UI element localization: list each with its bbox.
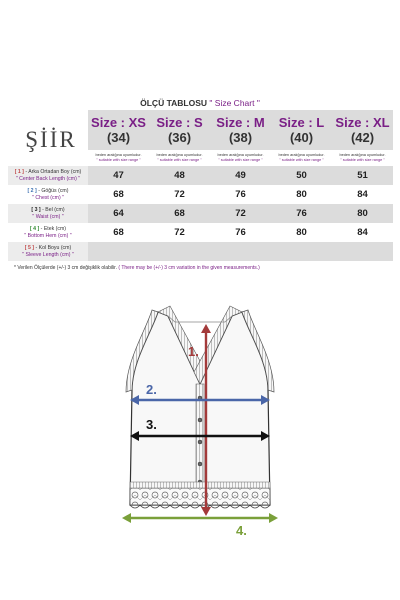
size-header-xs: Size : XS (34) (88, 110, 149, 150)
cell-value: 72 (235, 208, 246, 219)
row-label-chest: [ 2 ] - Göğüs (cm) " Chest (cm) " (27, 187, 69, 201)
cell-value: 48 (174, 170, 185, 181)
row-label-center-back-length: [ 1 ] - Arka Ortadan Boy (cm) " Center Back Length (cm) " (8, 166, 88, 185)
cell-value: 47 (113, 170, 124, 181)
cell-value: 49 (235, 170, 246, 181)
cell-value: 72 (174, 189, 185, 200)
footnote-en: ( There may be (+/-) 3 cm variation in the given measurements.) (118, 265, 260, 271)
cell-value: 80 (296, 227, 307, 238)
measure-3-label: 3. (146, 417, 157, 432)
size-header-l: Size : L (40) (271, 110, 332, 150)
brand-logo: ŞİİR (25, 127, 77, 152)
cell-value: 76 (235, 227, 246, 238)
size-header-xl: Size : XL (42) (332, 110, 393, 150)
row-label-waist: [ 3 ] - Bel (cm) " Waist (cm) " (8, 204, 88, 223)
range-note-m: beden aralığına uyumludur. " suitable with size range " (217, 153, 264, 162)
cell-value: 84 (357, 189, 368, 200)
cell-value: 68 (113, 189, 124, 200)
title-en: " Size Chart " (209, 98, 260, 108)
size-header-s: Size : S (36) (149, 110, 210, 150)
vest-body (126, 306, 274, 508)
range-note-xs: beden aralığına uyumludur. " suitable with size range " (95, 153, 142, 162)
range-note-l: beden aralığına uyumludur. " suitable with size range " (278, 153, 325, 162)
row-label-sleeve-length: [ 5 ] - Kol Boyu (cm) " Sleeve Length (cm) " (8, 242, 88, 261)
measure-4-bottom-hem (122, 513, 278, 523)
range-note-s: beden aralığına uyumludur. " suitable with size range " (156, 153, 203, 162)
cell-value: 68 (113, 227, 124, 238)
cell-value: 76 (296, 208, 307, 219)
measure-1-label: 1. (188, 344, 199, 359)
cell-value: 64 (113, 208, 124, 219)
cell-value: 72 (174, 227, 185, 238)
cell-value: 68 (174, 208, 185, 219)
range-note-xl: beden aralığına uyumludur. " suitable with size range " (339, 153, 386, 162)
row-label-bottom-hem: [ 4 ] - Etek (cm) " Bottom Hem (cm) " (24, 225, 72, 239)
title-tr: ÖLÇÜ TABLOSU (140, 98, 208, 108)
measure-2-label: 2. (146, 382, 157, 397)
measure-4-label: 4. (236, 523, 247, 538)
cell-value: 80 (357, 208, 368, 219)
cell-value: 84 (357, 227, 368, 238)
cell-value: 51 (357, 170, 368, 181)
cell-value: 76 (235, 189, 246, 200)
cell-value: 50 (296, 170, 307, 181)
size-header-m: Size : M (38) (210, 110, 271, 150)
cell-value: 80 (296, 189, 307, 200)
footnote-tr: * Verilen Ölçülerde (+/-) 3 cm değişiklik olabilir. (14, 265, 117, 271)
